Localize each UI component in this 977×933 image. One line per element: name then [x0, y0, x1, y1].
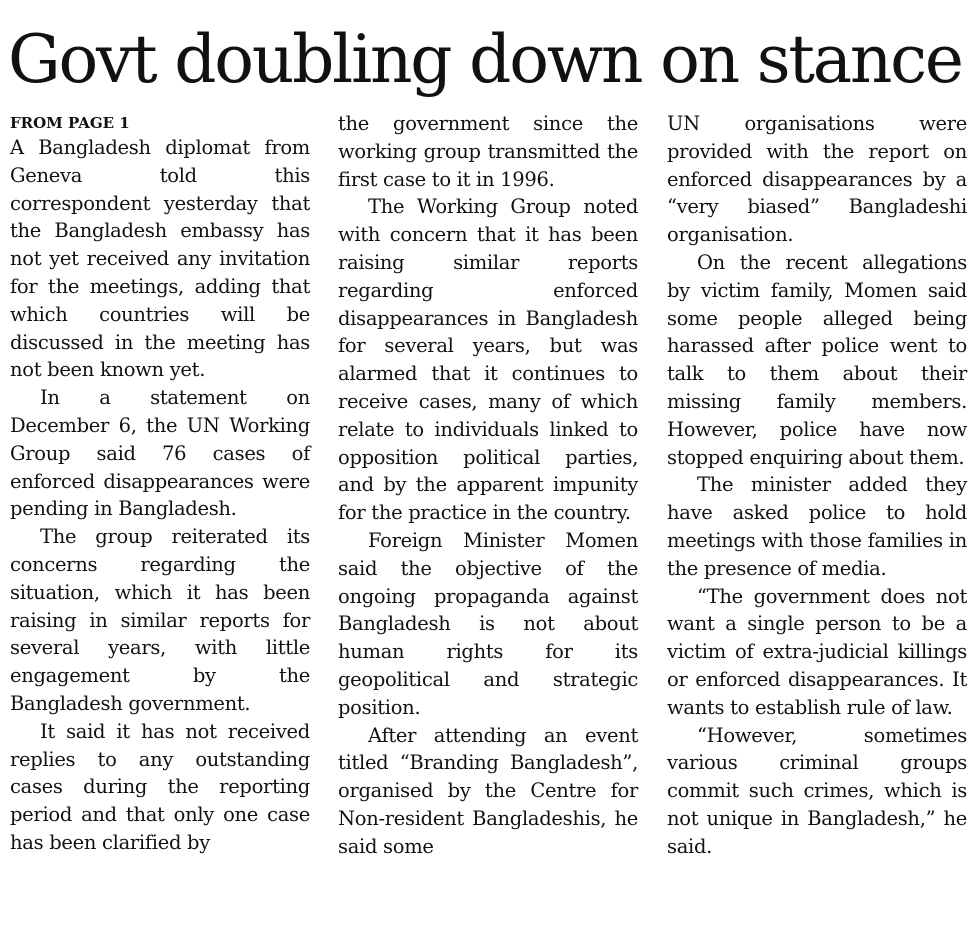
paragraph: On the recent allegations by victim family, Momen said some people alleged being harassed after police went to talk to them about their missing family members. However, police have now stopped enquiring about them. [667, 250, 967, 469]
continuation-tag: FROM PAGE 1 [10, 114, 130, 132]
paragraph: The minister added they have asked police to hold meetings with those families in the presence of media. [667, 473, 967, 580]
paragraph: A Bangladesh diplomat from Geneva told this correspondent yesterday that the Bangladesh embassy has not yet received any invitation for the meetings, adding that which countries will be discussed in the meeting has not been known yet. [10, 136, 310, 382]
paragraph: UN organisations were provided with the report on enforced disappearances by a “very biased” Bangladeshi organisation. [667, 112, 967, 247]
paragraph: Foreign Minister Momen said the objective of the ongoing propaganda against Bangladesh is not about human rights for its geopolitical and strategic position. [338, 528, 638, 719]
column-3 [667, 110, 967, 861]
paragraph: After attending an event titled “Branding Bangladesh”, organised by the Centre for Non-resident Bangladeshis, he said some [338, 723, 638, 858]
paragraph: The group reiterated its concerns regarding the situation, which it has been raising in similar reports for several years, with little engagement by the Bangladesh government. [10, 525, 310, 715]
paragraph: In a statement on December 6, the UN Working Group said 76 cases of enforced disappearances were pending in Bangladesh. [10, 386, 310, 521]
column-1 [10, 110, 310, 857]
paragraph: It said it has not received replies to any outstanding cases during the reporting period and that only one case has been clarified by [10, 719, 310, 854]
paragraph: “The government does not want a single person to be a victim of extra-judicial killings or enforced disappearances. It wants to establish rule of law. [667, 584, 967, 719]
column-2 [338, 110, 638, 861]
paragraph: the government since the working group transmitted the first case to it in 1996. [338, 112, 638, 191]
paragraph: “However, sometimes various criminal groups commit such crimes, which is not unique in Bangladesh,” he said. [667, 723, 967, 858]
paragraph: The Working Group noted with concern that it has been raising similar reports regarding enforced disappearances in Bangladesh for several years, but was alarmed that it continues to receive cases, many of which relate to individuals linked to opposition political parties, and by the apparent impunity for the practice in the country. [338, 195, 638, 525]
headline: Govt doubling down on stance [8, 21, 962, 98]
